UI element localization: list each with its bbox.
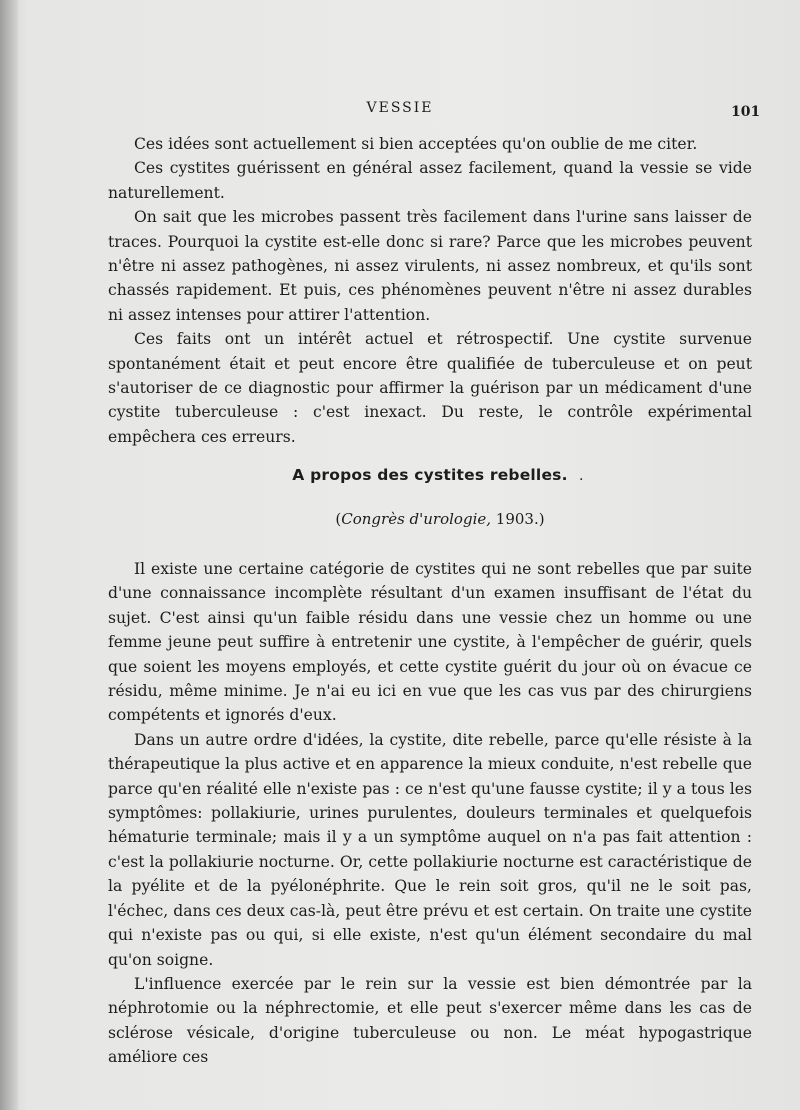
- section-text-block: [108, 557, 752, 1070]
- section-heading: A propos des cystites rebelles.: [292, 466, 568, 484]
- paragraph: Dans un autre ordre d'idées, la cystite, dite rebelle, parce qu'elle résiste à la thérapeutique la plus active et en apparence la mieux conduite, n'est rebelle que parce qu'en réalité elle n'existe pas : ce n'est qu'une fausse cystite; il y a tous les symptômes: pollakiurie, urines purulentes, douleurs terminales et quelquefois hématurie terminale; mais il y a un symptôme auquel on n'a pas fait attention : c'est la pollakiurie nocturne. Or, cette pollakiurie nocturne est caractéristique de la pyélite et de la pyélonéphrite. Que le rein soit gros, qu'il ne le soit pas, l'échec, dans ces deux cas-là, peut être prévu et est certain. On traite une cystite qui n'existe pas ou qui, si elle existe, n'est qu'un élément secondaire du mal qu'on soigne.: [108, 730, 752, 969]
- top-text-block: [108, 132, 752, 449]
- paragraph: Ces faits ont un intérêt actuel et rétrospectif. Une cystite survenue spontanément était et peut encore être qualifiée de tuberculeuse et on peut s'autoriser de ce diagnostic pour affirmer la guérison par un médicament d'une cystite tuberculeuse : c'est inexact. Du reste, le contrôle expérimental empêchera ces erreurs.: [108, 330, 752, 446]
- page-number: 101: [731, 104, 761, 120]
- paragraph: On sait que les microbes passent très facilement dans l'urine sans laisser de traces. Pourquoi la cystite est-elle donc si rare? Parce que les microbes peuvent n'être ni assez pathogènes, ni assez virulents, ni assez nombreux, et qu'ils sont chassés rapidement. Et puis, ces phénomènes peuvent n'être ni assez durables ni assez intenses pour attirer l'attention.: [108, 208, 752, 324]
- citation-year: 1903.: [491, 510, 539, 528]
- citation: [0, 510, 800, 528]
- citation-open: (: [335, 510, 342, 528]
- heading-mark: ·: [579, 472, 584, 488]
- paragraph: Ces idées sont actuellement si bien acceptées qu'on oublie de me citer.: [134, 135, 698, 153]
- book-gutter-shadow: [0, 0, 18, 1110]
- paragraph: Il existe une certaine catégorie de cystites qui ne sont rebelles que par suite d'une connaissance incomplète résultant d'un examen insuffisant de l'état du sujet. C'est ainsi qu'un faible résidu dans une vessie chez un homme ou une femme jeune peut suffire à entretenir une cystite, à l'empêcher de guérir, quels que soient les moyens employés, et cette cystite guérit du jour où on évacue ce résidu, même minime. Je n'ai eu ici en vue que les cas vus par des chirurgiens compétents et ignorés d'eux.: [108, 560, 752, 725]
- citation-close: ): [538, 510, 545, 528]
- citation-venue: Congrès d'urologie,: [341, 510, 492, 528]
- running-title: VESSIE: [366, 100, 434, 116]
- paragraph: L'influence exercée par le rein sur la vessie est bien démontrée par la néphrotomie ou la néphrectomie, et elle peut s'exercer même dans les cas de sclérose vésicale, d'origine tuberculeuse ou non. Le méat hypogastrique améliore ces: [108, 974, 752, 1067]
- paragraph: Ces cystites guérissent en général assez facilement, quand la vessie se vide naturellement.: [108, 159, 752, 202]
